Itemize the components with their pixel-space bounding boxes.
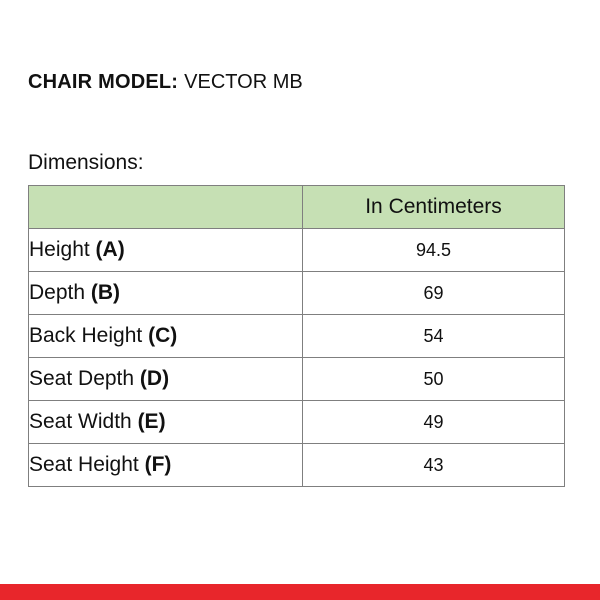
dimension-value: 54 xyxy=(303,315,565,358)
footer-red-bar xyxy=(0,584,600,600)
dimension-code: (E) xyxy=(137,410,166,433)
table-row xyxy=(29,272,565,315)
table-row xyxy=(29,444,565,487)
dimensions-heading: Dimensions: xyxy=(28,151,144,174)
dimension-name: Height xyxy=(29,238,90,261)
dimension-value: 49 xyxy=(303,401,565,444)
dimension-value: 43 xyxy=(303,444,565,487)
table-row xyxy=(29,229,565,272)
dimension-label xyxy=(29,358,303,401)
dimension-code: (C) xyxy=(148,324,178,347)
table-row xyxy=(29,401,565,444)
dimension-code: (A) xyxy=(95,238,125,261)
dimension-name: Depth xyxy=(29,281,86,304)
dimensions-table xyxy=(28,185,565,487)
dimension-name: Seat Height xyxy=(29,453,139,476)
dimension-name: Back Height xyxy=(29,324,143,347)
dimension-label xyxy=(29,401,303,444)
dimension-code: (B) xyxy=(90,281,121,304)
chair-model-value: VECTOR MB xyxy=(184,71,303,93)
dimension-code: (F) xyxy=(144,453,172,476)
dimension-label xyxy=(29,272,303,315)
dimension-value: 50 xyxy=(303,358,565,401)
chair-model-label: CHAIR MODEL: xyxy=(28,71,179,93)
dimension-label xyxy=(29,229,303,272)
dimension-value: 69 xyxy=(303,272,565,315)
dimension-name: Seat Depth xyxy=(29,367,135,390)
chair-model-line xyxy=(28,70,303,94)
table-row xyxy=(29,358,565,401)
dimension-label xyxy=(29,444,303,487)
dimension-code: (D) xyxy=(139,367,170,390)
dimension-name: Seat Width xyxy=(29,410,132,433)
header-label-cell xyxy=(29,186,303,229)
dimension-value: 94.5 xyxy=(303,229,565,272)
table-row xyxy=(29,315,565,358)
dimension-label xyxy=(29,315,303,358)
table-header-row xyxy=(29,186,565,229)
header-value-cell: In Centimeters xyxy=(303,186,565,229)
